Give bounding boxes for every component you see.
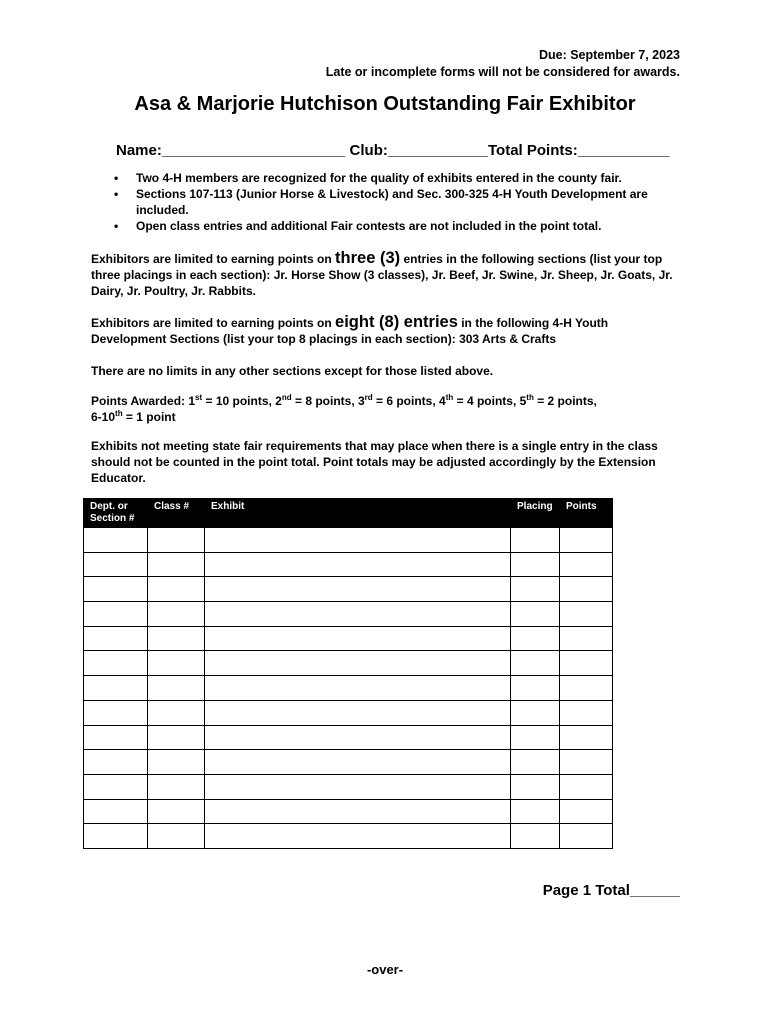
table-row [84,824,613,849]
points-text: = 8 points, 3 [291,394,365,408]
table-cell[interactable] [205,577,511,602]
para2-post: in the following 4-H Youth Development Sections (list your top 8 placings in each section): 303 Arts & Crafts [91,316,609,346]
name-field[interactable]: ______________________ [161,142,346,159]
para1-emphasis: three (3) [335,249,401,267]
table-cell[interactable] [84,750,148,775]
club-field[interactable]: ____________ [387,142,488,159]
table-row [84,700,613,725]
table-cell[interactable] [84,528,148,553]
total-points-label: Total Points: [488,142,578,159]
table-cell[interactable] [84,651,148,676]
table-cell[interactable] [511,552,560,577]
table-cell[interactable] [560,676,613,701]
table-row [84,602,613,627]
points-text: = 2 points, [533,394,597,408]
no-limits-paragraph: There are no limits in any other sections except for those listed above. [91,364,494,378]
table-cell[interactable] [205,799,511,824]
table-row [84,725,613,750]
table-cell[interactable] [148,750,205,775]
table-cell[interactable] [511,799,560,824]
table-cell[interactable] [511,774,560,799]
table-row [84,651,613,676]
col-placing: Placing [511,499,560,528]
table-cell[interactable] [560,824,613,849]
para1-pre: Exhibitors are limited to earning points on [91,252,336,266]
table-row [84,552,613,577]
name-label: Name: [116,142,162,159]
ordinal: rd [364,393,373,402]
table-cell[interactable] [511,528,560,553]
table-row [84,799,613,824]
ordinal: th [115,409,123,418]
points-text: = 1 point [122,410,176,424]
ordinal: nd [281,393,292,402]
table-cell[interactable] [84,799,148,824]
due-date: Due: September 7, 2023 [538,48,680,62]
table-cell[interactable] [511,725,560,750]
table-cell[interactable] [205,774,511,799]
list-item: • Two 4-H members are recognized for the quality of exhibits entered in the county fair. [110,170,690,186]
table-cell[interactable] [205,824,511,849]
table-cell[interactable] [205,725,511,750]
table-cell[interactable] [205,602,511,627]
table-cell[interactable] [205,676,511,701]
table-cell[interactable] [148,552,205,577]
para2-pre: Exhibitors are limited to earning points on [91,316,336,330]
table-cell[interactable] [511,626,560,651]
points-text: = 6 points, 4 [372,394,446,408]
table-cell[interactable] [84,552,148,577]
table-cell[interactable] [560,651,613,676]
table-cell[interactable] [84,626,148,651]
table-cell[interactable] [560,774,613,799]
over-note: -over- [366,962,404,977]
table-cell[interactable] [205,552,511,577]
points-text: = 10 points, 2 [202,394,282,408]
club-label: Club: [345,142,388,159]
total-points-field[interactable]: ___________ [577,142,670,159]
col-dept-section: Dept. or Section # [84,499,148,528]
table-cell[interactable] [148,626,205,651]
table-cell[interactable] [148,602,205,627]
table-cell[interactable] [511,824,560,849]
table-cell[interactable] [84,602,148,627]
table-row [84,626,613,651]
table-cell[interactable] [84,725,148,750]
table-cell[interactable] [148,528,205,553]
table-cell[interactable] [84,774,148,799]
para2-emphasis: eight (8) entries [335,313,458,331]
table-cell[interactable] [511,750,560,775]
table-cell[interactable] [84,577,148,602]
limit-three-paragraph [91,250,681,299]
table-cell[interactable] [205,528,511,553]
page-title: Asa & Marjorie Hutchison Outstanding Fair Exhibitor [134,93,636,115]
table-cell[interactable] [560,528,613,553]
table-cell[interactable] [511,700,560,725]
table-cell[interactable] [148,700,205,725]
table-cell[interactable] [148,799,205,824]
requirements-paragraph: Exhibits not meeting state fair requirements that may place when there is a single entry in the class should not be counted in the point total. Point totals may be adjusted accordingly by the Extension Educator. [91,439,658,485]
ordinal: th [526,393,534,402]
entry-fields [116,142,669,159]
points-text: 6-10 [91,410,116,424]
table-cell[interactable] [84,824,148,849]
col-class: Class # [148,499,205,528]
table-cell[interactable] [511,577,560,602]
table-cell[interactable] [560,700,613,725]
ordinal: th [445,393,454,402]
table-row [84,676,613,701]
table-row [84,774,613,799]
table-cell[interactable] [148,824,205,849]
table-cell[interactable] [148,676,205,701]
table-cell[interactable] [148,774,205,799]
table-row [84,577,613,602]
table-cell[interactable] [84,700,148,725]
table-row [84,750,613,775]
table-cell[interactable] [560,577,613,602]
table-cell[interactable] [560,799,613,824]
entries-table [83,498,613,849]
col-points: Points [560,499,613,528]
late-notice: Late or incomplete forms will not be considered for awards. [325,65,680,79]
points-awarded [91,393,681,425]
rules-list [110,170,690,234]
col-exhibit: Exhibit [205,499,511,528]
table-cell[interactable] [560,750,613,775]
table-cell[interactable] [205,750,511,775]
list-item: • Sections 107-113 (Junior Horse & Livestock) and Sec. 300-325 4-H Youth Development are included. [110,186,690,218]
limit-eight-paragraph [91,314,681,347]
page-total: Page 1 Total______ [542,882,680,899]
points-text: Points Awarded: 1 [91,394,196,408]
table-cell[interactable] [148,577,205,602]
ordinal: st [195,393,203,402]
list-item: • Open class entries and additional Fair contests are not included in the point total. [110,218,690,234]
table-cell[interactable] [560,602,613,627]
para1-post: entries in the following sections (list your top three placings in each section): Jr. Horse Show (3 classes), Jr. Beef, Jr. Swine, Jr. Sheep, Jr. Goats, Jr. Dairy, Jr. Poultry, Jr. Rabbits. [91,252,673,298]
table-cell[interactable] [560,725,613,750]
table-cell[interactable] [148,725,205,750]
table-cell[interactable] [560,552,613,577]
table-header-row [84,499,613,528]
table-row [84,528,613,553]
points-text: = 4 points, 5 [453,394,527,408]
table-cell[interactable] [560,626,613,651]
table-cell[interactable] [511,651,560,676]
table-cell[interactable] [205,651,511,676]
table-cell[interactable] [205,626,511,651]
table-cell[interactable] [205,700,511,725]
table-cell[interactable] [84,676,148,701]
table-cell[interactable] [511,602,560,627]
table-cell[interactable] [511,676,560,701]
table-cell[interactable] [148,651,205,676]
